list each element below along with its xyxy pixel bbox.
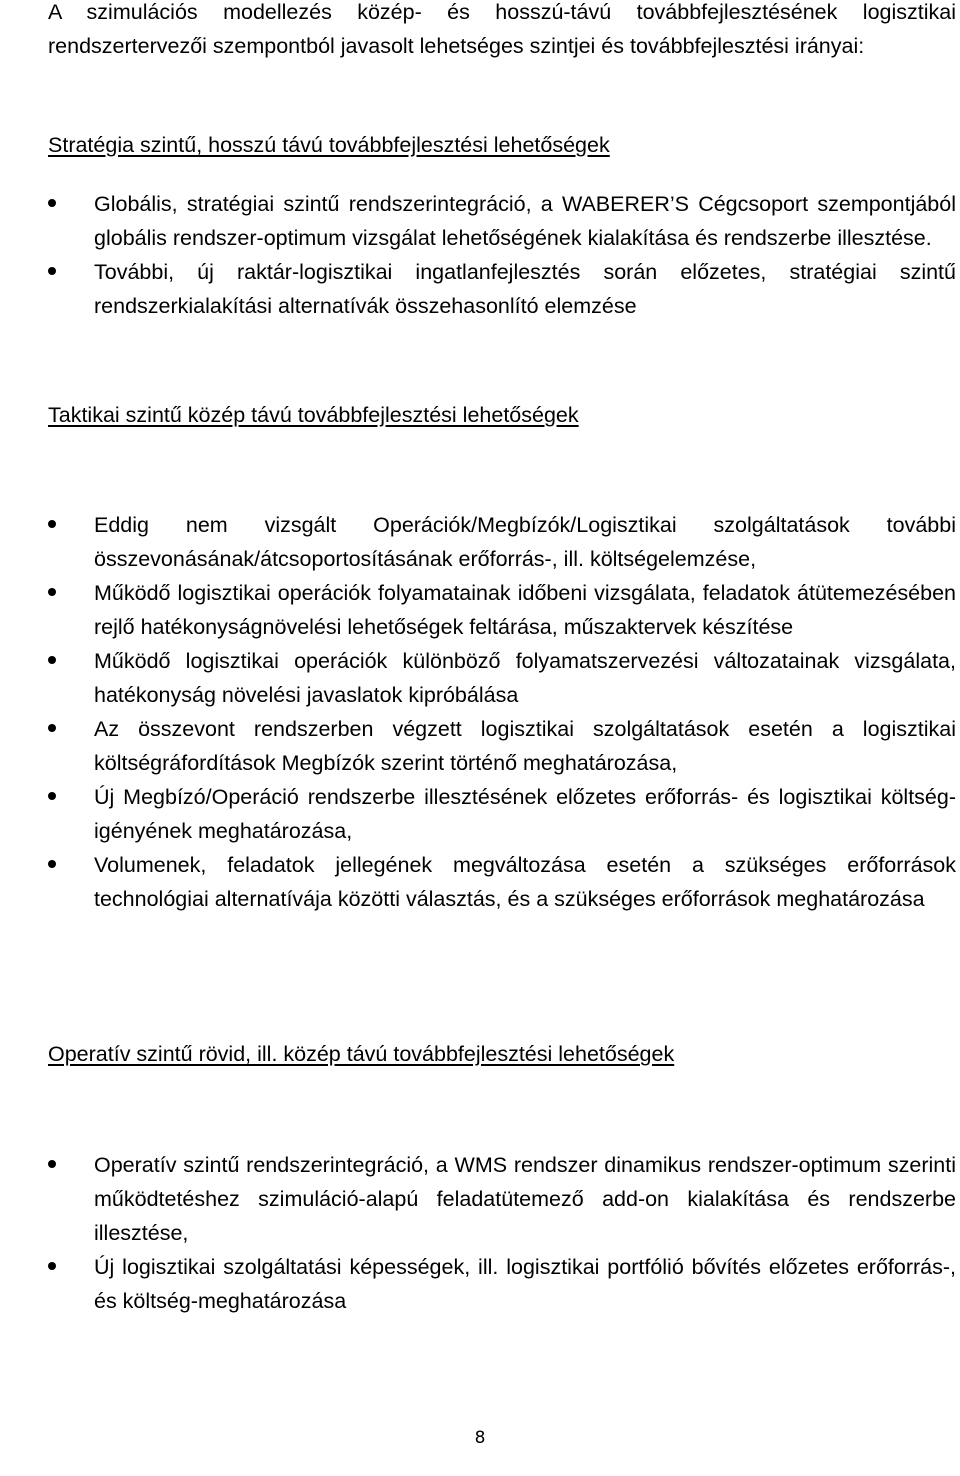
bullet-icon (48, 267, 56, 275)
intro-paragraph: A szimulációs modellezés közép- és hosszú-távú továbbfejlesztésének logisztikai rendszertervezői szempontból javasolt lehetséges szintjei és továbbfejlesztési irányai: (48, 0, 956, 58)
list-item (48, 255, 956, 323)
list-item-text: További, új raktár-logisztikai ingatlanfejlesztés során előzetes, stratégiai szintű rendszerkialakítási alternatívák összehasonlító elemzése (94, 260, 956, 318)
bullet-icon (48, 1160, 56, 1168)
list-item (48, 1250, 956, 1318)
bullet-icon (48, 792, 56, 800)
section-heading-operative: Operatív szintű rövid, ill. közép távú továbbfejlesztési lehetőségek (48, 1042, 675, 1066)
list-item-text: Működő logisztikai operációk különböző folyamatszervezési változatainak vizsgálata, hatékonyság növelési javaslatok kipróbálása (94, 649, 956, 707)
bullet-icon (48, 199, 56, 207)
section-heading-strategic: Stratégia szintű, hosszú távú továbbfejlesztési lehetőségek (48, 133, 610, 157)
operative-list (48, 1148, 956, 1318)
bullet-icon (48, 520, 56, 528)
list-item (48, 187, 956, 255)
page-number: 8 (474, 1428, 486, 1448)
list-item-text: Új Megbízó/Operáció rendszerbe illesztésének előzetes erőforrás- és logisztikai költség-igényének meghatározása, (94, 785, 956, 843)
list-item (48, 712, 956, 780)
list-item-text: Működő logisztikai operációk folyamatainak időbeni vizsgálata, feladatok átütemezésében rejlő hatékonyságnövelési lehetőségek feltárása, műszaktervek készítése (94, 581, 956, 639)
list-item-text: Volumenek, feladatok jellegének megváltozása esetén a szükséges erőforrások technológiai alternatívája közötti választás, és a szükséges erőforrások meghatározása (94, 853, 956, 911)
list-item-text: Globális, stratégiai szintű rendszerintegráció, a WABERER’S Cégcsoport szempontjából globális rendszer-optimum vizsgálat lehetőségének kialakítása és rendszerbe illesztése. (94, 192, 956, 250)
tactical-list (48, 508, 956, 916)
bullet-icon (48, 1262, 56, 1270)
list-item-text: Az összevont rendszerben végzett logisztikai szolgáltatások esetén a logisztikai költségráfordítások Megbízók szerint történő meghatározása, (94, 717, 956, 775)
section-heading-tactical: Taktikai szintű közép távú továbbfejlesztési lehetőségek (48, 403, 579, 427)
bullet-icon (48, 860, 56, 868)
list-item (48, 644, 956, 712)
bullet-icon (48, 588, 56, 596)
list-item-text: Új logisztikai szolgáltatási képességek, ill. logisztikai portfólió bővítés előzetes erőforrás-, és költség-meghatározása (94, 1255, 956, 1313)
list-item (48, 848, 956, 916)
bullet-icon (48, 724, 56, 732)
list-item (48, 780, 956, 848)
bullet-icon (48, 656, 56, 664)
list-item (48, 508, 956, 576)
strategic-list (48, 187, 956, 323)
list-item (48, 1148, 956, 1250)
list-item-text: Eddig nem vizsgált Operációk/Megbízók/Logisztikai szolgáltatások további összevonásának/átcsoportosításának erőforrás-, ill. költségelemzése, (94, 513, 956, 571)
list-item-text: Operatív szintű rendszerintegráció, a WMS rendszer dinamikus rendszer-optimum szerinti működtetéshez szimuláció-alapú feladatütemező add-on kialakítása és rendszerbe illesztése, (94, 1153, 956, 1245)
list-item (48, 576, 956, 644)
